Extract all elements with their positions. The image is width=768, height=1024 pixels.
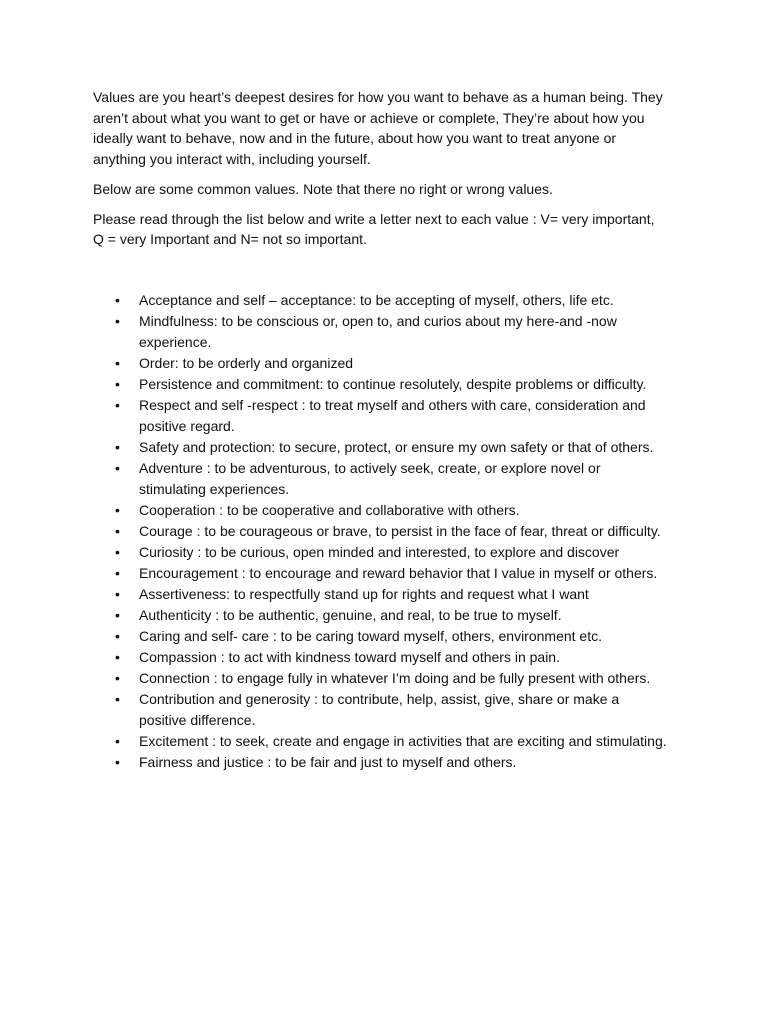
intro-paragraph-values-definition: Values are you heart’s deepest desires for how you want to behave as a human being. They aren’t about what you want to get or have or achieve or complete, They’re about how you ideally want to behave, now and in the future, about how you want to treat anyone or anything you interact with, including yourself. (93, 89, 663, 167)
values-list (93, 290, 668, 773)
intro-paragraph-instructions: Please read through the list below and write a letter next to each value : V= very important, Q = very Important and N= not so important. (93, 210, 655, 247)
value-item-text: Caring and self- care : to be caring toward myself, others, environment etc. (139, 628, 602, 644)
list-item (93, 731, 668, 752)
bullet-icon: • (115, 439, 120, 455)
list-item (93, 563, 668, 584)
list-item (93, 521, 668, 542)
bullet-icon: • (115, 649, 120, 665)
list-item (93, 311, 668, 353)
value-item-text: Curiosity : to be curious, open minded and interested, to explore and discover (139, 544, 620, 560)
value-item-text: Acceptance and self – acceptance: to be accepting of myself, others, life etc. (139, 292, 614, 308)
intro-paragraph-common-values: Below are some common values. Note that there no right or wrong values. (93, 180, 553, 197)
value-item-text: Order: to be orderly and organized (139, 355, 354, 371)
value-item-text: Courage : to be courageous or brave, to persist in the face of fear, threat or difficulty. (139, 523, 661, 539)
value-item-text: Adventure : to be adventurous, to actively seek, create, or explore novel or stimulating experiences. (139, 460, 601, 497)
bullet-icon: • (115, 502, 120, 518)
list-item (93, 626, 668, 647)
bullet-icon: • (115, 313, 120, 329)
intro-section (93, 87, 668, 259)
bullet-icon: • (115, 523, 120, 539)
bullet-icon: • (115, 670, 120, 686)
list-item (93, 290, 668, 311)
value-item-text: Persistence and commitment: to continue resolutely, despite problems or difficulty. (139, 376, 647, 392)
bullet-icon: • (115, 292, 120, 308)
list-item (93, 374, 668, 395)
value-item-text: Authenticity : to be authentic, genuine, and real, to be true to myself. (139, 607, 562, 623)
value-item-text: Cooperation : to be cooperative and collaborative with others. (139, 502, 520, 518)
value-item-text: Safety and protection: to secure, protect, or ensure my own safety or that of others. (139, 439, 654, 455)
bullet-icon: • (115, 628, 120, 644)
bullet-icon: • (115, 397, 120, 413)
list-item (93, 689, 668, 731)
list-item (93, 395, 668, 437)
bullet-icon: • (115, 733, 120, 749)
bullet-icon: • (115, 355, 120, 371)
list-item (93, 752, 668, 773)
list-item (93, 584, 668, 605)
list-item (93, 437, 668, 458)
list-item (93, 458, 668, 500)
bullet-icon: • (115, 376, 120, 392)
bullet-icon: • (115, 754, 120, 770)
list-item (93, 668, 668, 689)
list-item (93, 542, 668, 563)
bullet-icon: • (115, 691, 120, 707)
bullet-icon: • (115, 586, 120, 602)
list-item (93, 500, 668, 521)
value-item-text: Assertiveness: to respectfully stand up for rights and request what I want (139, 586, 589, 602)
list-item (93, 353, 668, 374)
bullet-icon: • (115, 544, 120, 560)
bullet-icon: • (115, 607, 120, 623)
list-item (93, 605, 668, 626)
value-item-text: Excitement : to seek, create and engage in activities that are exciting and stimulating. (139, 733, 667, 749)
value-item-text: Compassion : to act with kindness toward myself and others in pain. (139, 649, 560, 665)
bullet-icon: • (115, 460, 120, 476)
value-item-text: Fairness and justice : to be fair and just to myself and others. (139, 754, 517, 770)
value-item-text: Respect and self -respect : to treat myself and others with care, consideration and positive regard. (139, 397, 646, 434)
value-item-text: Connection : to engage fully in whatever I’m doing and be fully present with others. (139, 670, 651, 686)
value-item-text: Mindfulness: to be conscious or, open to, and curios about my here-and -now experience. (139, 313, 617, 350)
bullet-icon: • (115, 565, 120, 581)
value-item-text: Encouragement : to encourage and reward behavior that I value in myself or others. (139, 565, 658, 581)
list-item (93, 647, 668, 668)
value-item-text: Contribution and generosity : to contribute, help, assist, give, share or make a positive difference. (139, 691, 620, 728)
